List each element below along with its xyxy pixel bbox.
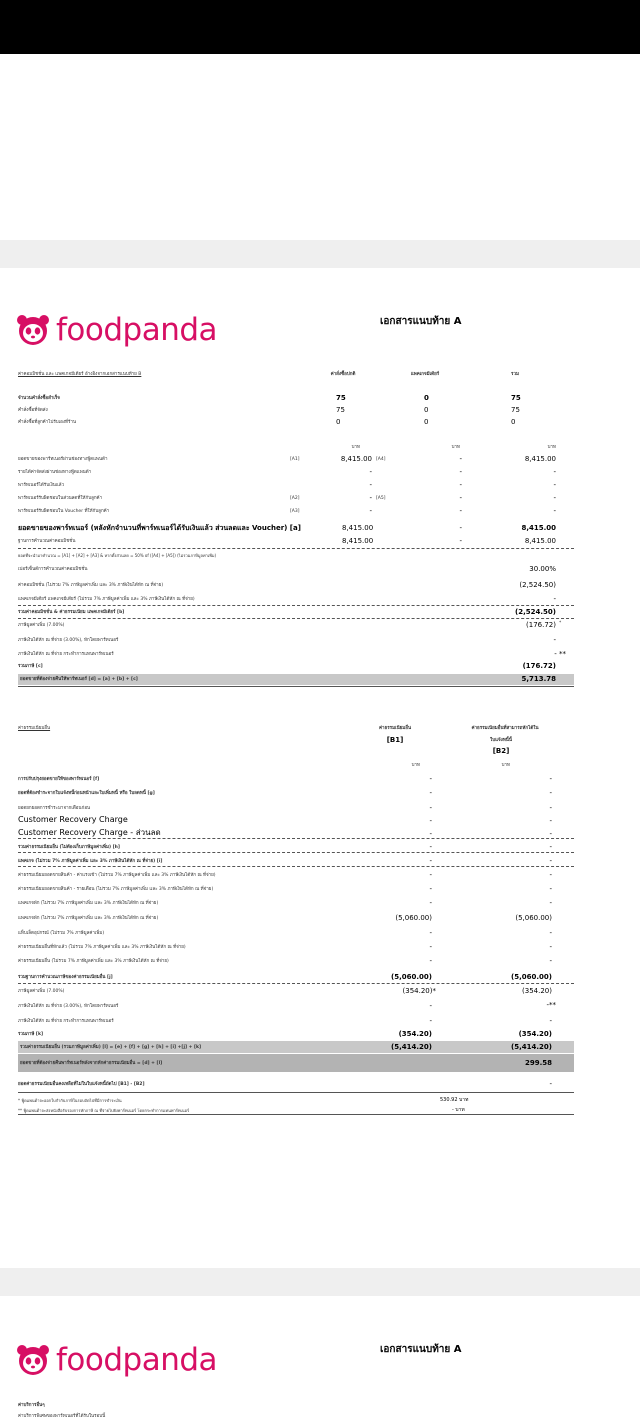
total-c-value: (176.72) xyxy=(522,662,556,670)
fee-row-b2: - xyxy=(549,871,552,879)
document-page-2 xyxy=(0,268,640,1268)
sales-row-pm: - xyxy=(459,507,462,515)
sales-row-total: - xyxy=(553,468,556,476)
fee-row-label: รวมค่าธรรมเนียมอื่น (ไม่ต้องเก็บภาษีมูลค่าเพิ่ม) [h] xyxy=(18,845,120,850)
sales-row-label: รายได้ค่าจัดส่งผ่านช่องทางฟู้ดแพนด้า xyxy=(18,470,92,475)
total-l-label: รวมค่าธรรมเนียมอื่น (รวมภาษีมูลค่าเพิ่ม) [l] = [e] + [f] + [g] + [h] + [i] +[j] + [k] xyxy=(20,1045,202,1050)
total-l-b: (5,414.20) xyxy=(511,1043,552,1051)
unit-label: บาท xyxy=(501,763,510,768)
total-j-label: รวมฐานการคำนวณภาษีของค่าธรรมเนียมอื่น [j] xyxy=(18,975,113,980)
divider xyxy=(18,852,574,853)
fee-row-b1: - xyxy=(429,830,432,838)
wht3-a: - xyxy=(429,1002,432,1010)
wht3-label: ภาษีเงินได้หัก ณ ที่จ่าย (3.00%), หักโดยพาร์ทเนอร์ xyxy=(18,1004,119,1009)
sales-row-tag: [A3] xyxy=(290,509,300,514)
payout-label: ยอดขายที่ต้องจ่ายคืนให้พาร์ทเนอร์ [d] = [a] + [b] + [c] xyxy=(20,677,138,682)
fee-row-b2: - xyxy=(549,804,552,812)
divider xyxy=(18,1092,574,1093)
fee-row-b2: - xyxy=(549,843,552,851)
sales-row-normal: - xyxy=(369,481,372,489)
divider xyxy=(18,983,574,984)
panda-icon xyxy=(16,313,50,347)
fee-row-b1: - xyxy=(429,804,432,812)
sales-row-label: พาร์ทเนอร์รับผิดชอบในส่วนลดที่ให้กับลูกค้า xyxy=(18,496,103,501)
document-page-1 xyxy=(0,54,640,240)
fee-row-label: แพคเกจพัก (ไม่รวม 7% ภาษีมูลค่าเพิ่ม และ 3% ภาษีเงินได้หัก ณ ที่จ่าย) xyxy=(18,901,159,906)
document-title: เอกสารแนบท้าย A xyxy=(380,316,462,327)
fee-row-b2: - xyxy=(549,817,552,825)
col-header-total: รวม xyxy=(511,372,519,377)
net-sales-b: - xyxy=(459,524,462,532)
fee-row-b2: - xyxy=(549,885,552,893)
fee-row-b1: - xyxy=(429,943,432,951)
sales-row-total: - xyxy=(553,494,556,502)
sales-row-label: พาร์ทเนอร์รับผิดชอบใน Voucher ที่ให้กับลูกค้า xyxy=(18,509,110,514)
fee-row-b1: - xyxy=(429,885,432,893)
sales-row-total: - xyxy=(553,507,556,515)
footnote-1-value: 530.92 บาท xyxy=(440,1097,469,1103)
base-a: 8,415.00 xyxy=(342,537,374,545)
section1-heading: ค่าคอมมิชชั่น และ แพคเกจมีเดียร์ อ้างอิงจากเอกสารแนบท้าย B xyxy=(18,372,142,377)
col-b2-header: ค่าธรรมเนียมอื่นที่สามารถหักได้ใน xyxy=(471,726,539,731)
foodpanda-logo xyxy=(16,310,217,350)
fee-row-label: แพคเกจ (ไม่รวม 7% ภาษีมูลค่าเพิ่ม และ 3% ภาษีเงินได้หัก ณ ที่จ่าย) [i] xyxy=(18,859,163,864)
unit-label: บาท xyxy=(451,445,460,450)
footnote-2-value: - บาท xyxy=(452,1107,465,1113)
fee-row-label: ยอดยกยอดการชำระมาจากเดือนก่อน xyxy=(18,806,91,811)
unit-label: บาท xyxy=(547,445,556,450)
wht-value: - xyxy=(553,636,556,644)
top-status-bar xyxy=(0,0,640,54)
net-sales-total: 8,415.00 xyxy=(521,524,556,532)
divider xyxy=(18,605,574,606)
base-label: ฐานการคำนวณค่าคอมมิชชั่น xyxy=(18,539,76,544)
divider xyxy=(18,838,574,839)
fee-row-b2: (5,060.00) xyxy=(515,914,552,922)
section2-heading: ค่าธรรมเนียมอื่น xyxy=(18,726,51,731)
sales-row-pm: - xyxy=(459,455,462,463)
divider xyxy=(18,866,574,867)
fee-row-b2: - xyxy=(549,899,552,907)
sales-row-normal: - xyxy=(369,468,372,476)
col-b1-code: [B1] xyxy=(386,736,404,744)
fee-row-b1: - xyxy=(429,789,432,797)
vat2-b: (354.20) xyxy=(522,987,552,995)
total-k-b: (354.20) xyxy=(518,1030,552,1038)
fee-row-b2: - xyxy=(549,929,552,937)
sales-row-tag: [A2] xyxy=(290,496,300,501)
page3-line2: ค่าบริการพิเศษของพาร์ทเนอร์ที่ได้รับในรอบนี้ xyxy=(18,1414,106,1419)
fee-row-b1: - xyxy=(429,843,432,851)
fee-row-b1: (5,060.00) xyxy=(395,914,432,922)
fee-row-b1: - xyxy=(429,775,432,783)
fee-row-label: ยอดที่ต้องชำระจากใบแจ้งหนี้ก่อนหน้าและใบเพิ่มหนี้ หรือ ใบลดหนี้ [g] xyxy=(18,791,155,796)
sales-row-total: - xyxy=(553,481,556,489)
fee-row-label: การปรับปรุงยอดขายให้ของพาร์ทเนอร์ [f] xyxy=(18,777,100,782)
fee-row-b1: - xyxy=(429,817,432,825)
sales-row-pm: - xyxy=(459,468,462,476)
fee-row-label: ค่าธรรมเนียมยอดขายสินค้า - รายเดือน (ไม่รวม 7% ภาษีมูลค่าเพิ่ม และ 3% ภาษีเงินได้หัก ณ ที่จ่าย) xyxy=(18,887,214,892)
sales-row-tag: [A1] xyxy=(290,457,300,462)
order-row-label: คำสั่งซื้อที่จัดส่ง xyxy=(18,408,48,413)
col-b2-sub: ใบแจ้งหนี้นี้ xyxy=(490,738,512,743)
sales-row-atag: [A4] xyxy=(376,457,386,462)
fee-row-b2: - xyxy=(549,775,552,783)
sales-row-total: 8,415.00 xyxy=(524,455,556,463)
fee-row-b2: - xyxy=(549,943,552,951)
pm-fee-value: - xyxy=(553,595,556,603)
panda-icon xyxy=(16,1343,50,1377)
unit-label: บาท xyxy=(351,445,360,450)
fee-row-b1: - xyxy=(429,929,432,937)
order-row-normal: 0 xyxy=(336,418,341,426)
wht4-b: - xyxy=(549,1017,552,1025)
fee-row-label: แท็บเล็ตอุปกรณ์ (ไม่รวม 7% ภาษีมูลค่าเพิ่ม) xyxy=(18,931,105,936)
sales-row-pm: - xyxy=(459,481,462,489)
divider xyxy=(18,1114,574,1115)
fee-row-label: แพคเกจพัก (ไม่รวม 7% ภาษีมูลค่าเพิ่ม และ 3% ภาษีเงินได้หัก ณ ที่จ่าย) xyxy=(18,916,159,921)
order-row-total: 75 xyxy=(511,394,521,402)
remain-value: - xyxy=(549,1080,552,1088)
net-value: 299.58 xyxy=(524,1059,552,1067)
fee-row-b2: - xyxy=(549,957,552,965)
wht2-value: - ** xyxy=(554,650,566,658)
fee-row-b1: - xyxy=(429,871,432,879)
fee-row-b2: - xyxy=(549,857,552,865)
vat-mark: * xyxy=(559,621,562,626)
total-k-a: (354.20) xyxy=(398,1030,432,1038)
order-row-pm: 0 xyxy=(424,406,429,414)
total-b-value: (2,524.50) xyxy=(515,608,556,616)
commission-value: (2,524.50) xyxy=(519,581,556,589)
footnote-2: ** ฟู้ดแพนด้าจะส่งหนังสือรับรองการหักภาษี ณ ที่จ่ายไปยังพาร์ทเนอร์ โดยกระทำการแทนพาร์ทเนอร์ xyxy=(18,1108,190,1113)
order-row-label: คำสั่งซื้อที่ลูกค้าไปรับเองที่ร้าน xyxy=(18,420,77,425)
payout-value: 5,713.78 xyxy=(521,675,556,683)
col-header-pm: แพคเกจมีเดียร์ xyxy=(410,372,440,377)
sales-row-normal: 8,415.00 xyxy=(340,455,372,463)
fee-row-b2: - xyxy=(549,830,552,838)
fee-row-label: ค่าธรรมเนียมยอดขายสินค้า - ค่าแรงเข้า (ไม่รวม 7% ภาษีมูลค่าเพิ่ม และ 3% ภาษีเงินได้หัก ณ ที่จ่าย) xyxy=(18,873,216,878)
sales-row-normal: - xyxy=(369,507,372,515)
vat-label: ภาษีมูลค่าเพิ่ม (7.00%) xyxy=(18,623,65,628)
net-label: ยอดขายที่ต้องจ่ายคืนพาร์ทเนอร์หลังจากหักค่าธรรมเนียมอื่น = [d] + [l] xyxy=(20,1061,163,1066)
net-sales-a: 8,415.00 xyxy=(342,524,374,532)
fee-row-label: Customer Recovery Charge - ส่วนลด xyxy=(18,828,161,837)
wht-label: ภาษีเงินได้หัก ณ ที่จ่าย (3.00%), หักโดยพาร์ทเนอร์ xyxy=(18,638,119,643)
wht2-label: ภาษีเงินได้หัก ณ ที่จ่าย กระทำการแทนพาร์ทเนอร์ xyxy=(18,652,114,657)
sales-row-label: ยอดขายของพาร์ทเนอร์ผ่านช่องทางฟู้ดแพนด้า xyxy=(18,457,108,462)
document-page-3 xyxy=(0,1296,640,1422)
total-b-label: รวมค่าคอมมิชชั่น & ค่าธรรมเนียม แพคเกจมีเดียร์ [b] xyxy=(18,610,125,615)
foodpanda-logo xyxy=(16,1340,217,1380)
net-sales-label: ยอดขายของพาร์ทเนอร์ (หลังหักจำนวนที่พาร์ทเนอร์ได้รับเงินแล้ว ส่วนลดและ Voucher) [a] xyxy=(18,524,301,532)
wht4-label: ภาษีเงินได้หัก ณ ที่จ่าย กระทำการแทนพาร์ทเนอร์ xyxy=(18,1019,114,1024)
document-title: เอกสารแนบท้าย A xyxy=(380,1344,462,1355)
order-row-normal: 75 xyxy=(336,406,345,414)
divider xyxy=(18,548,574,549)
fee-row-label: ค่าธรรมเนียมอื่น (ไม่รวม 7% ภาษีมูลค่าเพิ่ม และ 3% ภาษีเงินได้หัก ณ ที่จ่าย) xyxy=(18,959,169,964)
vat2-label: ภาษีมูลค่าเพิ่ม (7.00%) xyxy=(18,989,65,994)
order-row-pm: 0 xyxy=(424,394,429,402)
order-row-label: จำนวนคำสั่งซื้อสำเร็จ xyxy=(18,396,60,401)
order-row-normal: 75 xyxy=(336,394,346,402)
col-header-normal: ค่าสั่งซื้อปกติ xyxy=(330,372,356,377)
order-row-pm: 0 xyxy=(424,418,429,426)
remain-label: ยอดค่าธรรมเนียมอื่นคงเหลือที่ไม่ในใบแจ้งหนี้ถัดไป [B1] - [B2] xyxy=(18,1082,145,1087)
brand-wordmark: foodpanda xyxy=(56,1342,218,1378)
formula-note: ยอดที่จะนำมาคำนวณ = [A1] + [A2] + [A3] & หากตั้งส่วนลด = 50% of ([A4] + [A5]) (ไม่รวมภาษีมูลค่าเพิ่ม) xyxy=(18,553,217,558)
total-l-a: (5,414.20) xyxy=(391,1043,432,1051)
col-b2-code: [B2] xyxy=(492,747,510,755)
fee-row-label: ค่าธรรมเนียมอื่นที่หักแล้ว (ไม่รวม 7% ภาษีมูลค่าเพิ่ม และ 3% ภาษีเงินได้หัก ณ ที่จ่าย) xyxy=(18,945,186,950)
order-row-total: 75 xyxy=(511,406,520,414)
fee-row-b1: - xyxy=(429,899,432,907)
vat2-a: (354.20)* xyxy=(402,987,436,995)
divider xyxy=(18,686,574,687)
base-total: 8,415.00 xyxy=(524,537,556,545)
sales-row-label: พาร์ทเนอร์ได้รับเงินแล้ว xyxy=(18,483,65,488)
divider xyxy=(18,618,574,619)
rate-label: เปอร์เซ็นต์การคำนวณค่าคอมมิชชั่น xyxy=(18,567,88,572)
col-b1-header: ค่าธรรมเนียมอื่น xyxy=(378,726,412,731)
total-j-a: (5,060.00) xyxy=(391,973,432,981)
total-c-label: รวมภาษี [c] xyxy=(18,664,43,669)
total-j-b: (5,060.00) xyxy=(511,973,552,981)
fee-row-b1: - xyxy=(429,857,432,865)
sales-row-pm: - xyxy=(459,494,462,502)
wht4-a: - xyxy=(429,1017,432,1025)
sales-row-atag: [A5] xyxy=(376,496,386,501)
total-k-label: รวมภาษี [k] xyxy=(18,1032,44,1037)
brand-wordmark: foodpanda xyxy=(56,312,218,348)
sales-row-normal: - xyxy=(369,494,372,502)
commission-label: ค่าคอมมิชชั่น (ไม่รวม 7% ภาษีมูลค่าเพิ่ม และ 3% ภาษีเงินได้หัก ณ ที่จ่าย) xyxy=(18,583,164,588)
order-row-total: 0 xyxy=(511,418,516,426)
pm-fee-label: แพคเกจมีเดียร์ แพคเกจมีเดียร์ (ไม่รวม 7% ภาษีมูลค่าเพิ่ม และ 3% ภาษีเงินได้หัก ณ ที่จ่าย) xyxy=(18,597,195,602)
fee-row-b2: - xyxy=(549,789,552,797)
page3-line1: ค่าบริการอื่นๆ xyxy=(18,1403,45,1408)
base-b: - xyxy=(459,537,462,545)
vat-value: (176.72) xyxy=(526,621,556,629)
footnote-1: * ฟู้ดแพนด้าจะออกใบกำกับภาษีในรอบถัดไปที่มีการชำระเงิน xyxy=(18,1098,122,1103)
rate-value: 30.00% xyxy=(529,565,556,573)
wht3-b: -** xyxy=(546,1001,556,1009)
fee-row-b1: - xyxy=(429,957,432,965)
unit-label: บาท xyxy=(411,763,420,768)
fee-row-label: Customer Recovery Charge xyxy=(18,815,128,824)
